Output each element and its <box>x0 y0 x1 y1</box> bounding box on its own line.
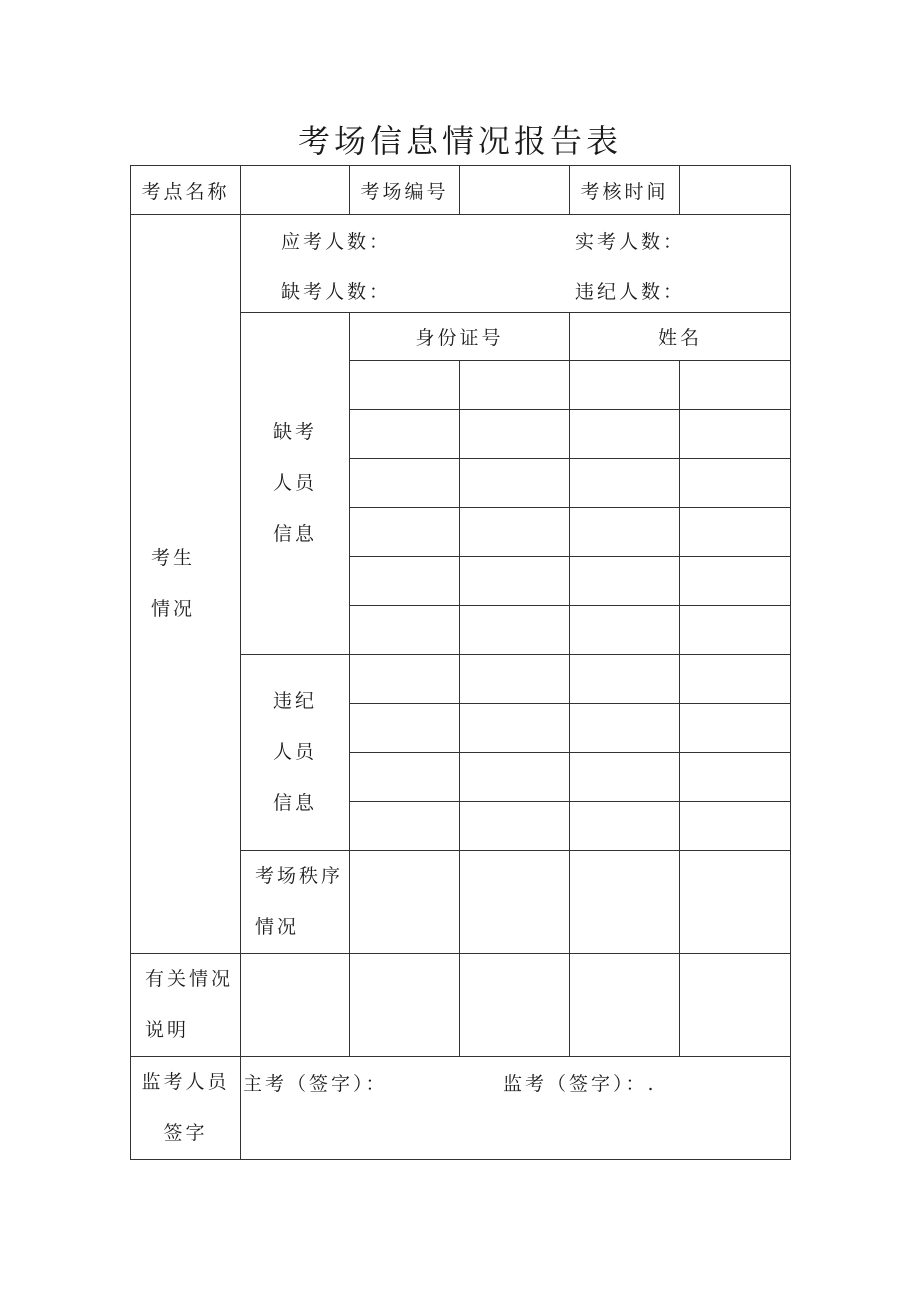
notes-label-line1: 有关情况 <box>145 968 234 990</box>
violation-cell[interactable] <box>460 753 570 802</box>
actual-count-label: 实考人数： <box>575 231 686 253</box>
violation-info-line1: 违纪 <box>272 690 317 712</box>
student-section-label <box>131 215 241 954</box>
absent-info-line3: 信息 <box>272 523 317 545</box>
page-title: 考场信息情况报告表 <box>297 122 622 160</box>
absent-cell[interactable] <box>570 508 680 557</box>
order-cell[interactable] <box>350 851 460 954</box>
violation-cell[interactable] <box>350 753 460 802</box>
violation-cell[interactable] <box>350 802 460 851</box>
counts-row <box>131 215 791 313</box>
absent-cell[interactable] <box>350 557 460 606</box>
violation-cell[interactable] <box>680 655 791 704</box>
notes-cell[interactable] <box>680 954 791 1057</box>
absent-cell[interactable] <box>460 361 570 410</box>
absent-cell[interactable] <box>460 557 570 606</box>
notes-cell[interactable] <box>350 954 460 1057</box>
order-cell[interactable] <box>460 851 570 954</box>
counts-cell <box>241 215 791 313</box>
signature-label-line2: 签字 <box>163 1122 208 1144</box>
signature-label <box>131 1057 241 1160</box>
absent-cell[interactable] <box>570 410 680 459</box>
room-no-label: 考场编号 <box>350 166 460 215</box>
notes-label-line2: 说明 <box>145 1019 190 1041</box>
signature-cell[interactable] <box>241 1057 791 1160</box>
notes-label <box>131 954 241 1057</box>
violation-info-line2: 人员 <box>272 741 317 763</box>
student-section-line2: 情况 <box>151 598 196 620</box>
absent-cell[interactable] <box>460 410 570 459</box>
absent-info-line1: 缺考 <box>272 421 317 443</box>
absent-info-line2: 人员 <box>272 472 317 494</box>
expected-count-label: 应考人数： <box>281 231 392 253</box>
header-row <box>131 166 791 215</box>
violation-cell[interactable] <box>350 704 460 753</box>
absent-cell[interactable] <box>350 410 460 459</box>
exam-time-field[interactable] <box>680 166 791 215</box>
violation-cell[interactable] <box>680 753 791 802</box>
notes-cell[interactable] <box>570 954 680 1057</box>
proctor-signature-label: 监考（签字）：. <box>503 1073 657 1095</box>
absent-cell[interactable] <box>680 606 791 655</box>
violation-cell[interactable] <box>460 704 570 753</box>
absent-cell[interactable] <box>350 361 460 410</box>
absent-cell[interactable] <box>460 459 570 508</box>
absent-cell[interactable] <box>570 459 680 508</box>
absent-cell[interactable] <box>680 410 791 459</box>
absent-cell[interactable] <box>680 361 791 410</box>
absent-cell[interactable] <box>460 508 570 557</box>
absent-cell[interactable] <box>350 508 460 557</box>
order-cell[interactable] <box>570 851 680 954</box>
violation-cell[interactable] <box>350 655 460 704</box>
violation-cell[interactable] <box>680 704 791 753</box>
absent-count-label: 缺考人数： <box>281 281 392 303</box>
violation-cell[interactable] <box>570 753 680 802</box>
absent-cell[interactable] <box>680 557 791 606</box>
absent-cell[interactable] <box>460 606 570 655</box>
site-name-field[interactable] <box>241 166 350 215</box>
notes-cell[interactable] <box>460 954 570 1057</box>
report-table <box>130 165 791 1160</box>
violation-cell[interactable] <box>570 655 680 704</box>
violation-cell[interactable] <box>680 802 791 851</box>
notes-row <box>131 954 791 1057</box>
violation-count-label: 违纪人数： <box>575 281 686 303</box>
chief-examiner-signature-label: 主考（签字）： <box>243 1073 388 1095</box>
absent-cell[interactable] <box>350 606 460 655</box>
order-label <box>241 851 350 954</box>
order-label-line2: 情况 <box>255 916 300 938</box>
violation-cell[interactable] <box>570 704 680 753</box>
order-label-line1: 考场秩序 <box>255 865 344 887</box>
order-cell[interactable] <box>680 851 791 954</box>
site-name-label: 考点名称 <box>131 166 241 215</box>
student-section-line1: 考生 <box>151 547 196 569</box>
notes-cell[interactable] <box>241 954 350 1057</box>
absent-cell[interactable] <box>350 459 460 508</box>
absent-cell[interactable] <box>680 508 791 557</box>
violation-cell[interactable] <box>460 655 570 704</box>
absent-info-label <box>241 313 350 655</box>
signature-row <box>131 1057 791 1160</box>
violation-info-line3: 信息 <box>272 792 317 814</box>
absent-cell[interactable] <box>680 459 791 508</box>
signature-label-line1: 监考人员 <box>141 1071 230 1093</box>
name-header: 姓名 <box>570 313 791 361</box>
violation-cell[interactable] <box>460 802 570 851</box>
absent-cell[interactable] <box>570 361 680 410</box>
violation-cell[interactable] <box>570 802 680 851</box>
room-no-field[interactable] <box>460 166 570 215</box>
absent-cell[interactable] <box>570 557 680 606</box>
violation-info-label <box>241 655 350 851</box>
id-number-header: 身份证号 <box>350 313 570 361</box>
exam-time-label: 考核时间 <box>570 166 680 215</box>
absent-cell[interactable] <box>570 606 680 655</box>
